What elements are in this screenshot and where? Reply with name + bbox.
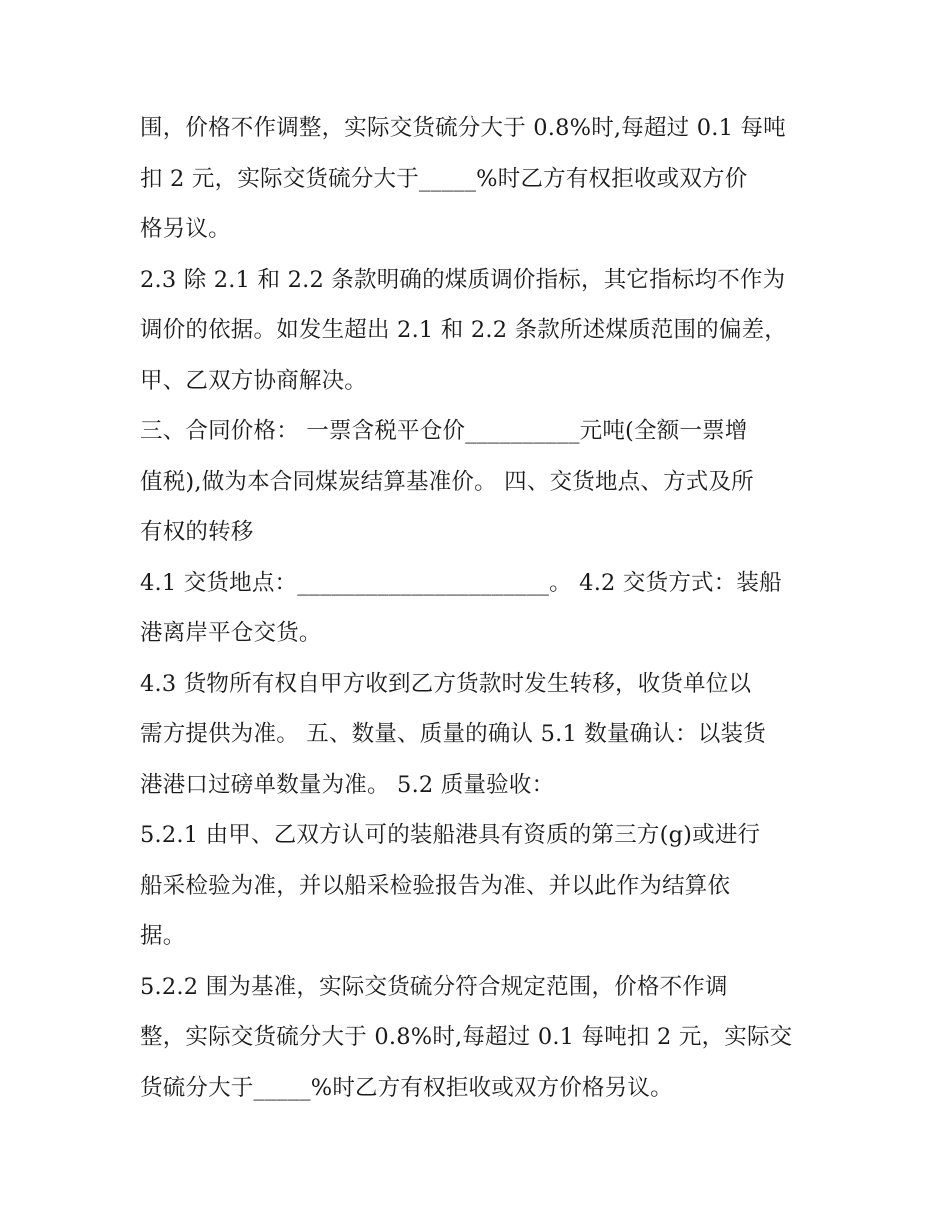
text-line: 据。: [140, 923, 186, 949]
text-line: 需方提供为准。 五、数量、质量的确认 5.1 数量确认：以装货: [140, 721, 766, 747]
text-line: 调价的依据。如发生超出 2.1 和 2.2 条款所述煤质范围的偏差，: [140, 317, 787, 343]
text-line: 甲、乙双方协商解决。: [140, 367, 368, 394]
text-line: 4.1 交货地点：______________________。 4.2 交货方式：装船: [140, 569, 782, 596]
text-line: 三、合同价格： 一票含税平仓价__________元吨(全额一票增: [140, 418, 748, 444]
text-line: 5.2.2 围为基准，实际交货硫分符合规定范围，价格不作调: [140, 973, 728, 1000]
text-line: 货硫分大于_____%时乙方有权拒收或双方价格另议。: [140, 1074, 673, 1101]
text-line: 围，价格不作调整，实际交货硫分大于 0.8%时,每超过 0.1 每吨: [140, 115, 786, 141]
text-line: 格另议。: [140, 216, 231, 242]
text-line: 整，实际交货硫分大于 0.8%时,每超过 0.1 每吨扣 2 元，实际交: [140, 1024, 793, 1050]
text-line: 扣 2 元，实际交货硫分大于_____%时乙方有权拒收或双方价: [140, 165, 748, 192]
text-line: 5.2.1 由甲、乙双方认可的装船港具有资质的第三方(g)或进行: [140, 822, 761, 848]
text-line: 2.3 除 2.1 和 2.2 条款明确的煤质调价指标，其它指标均不作为: [140, 266, 786, 293]
document-body: [140, 103, 820, 1113]
text-line: 值税),做为本合同煤炭结算基准价。 四、交货地点、方式及所: [140, 468, 754, 495]
text-line: 港离岸平仓交货。: [140, 620, 322, 646]
text-line: 港港口过磅单数量为准。 5.2 质量验收：: [140, 771, 555, 798]
text-line: 船采检验为准，并以船采检验报告为准、并以此作为结算依: [140, 872, 731, 899]
text-line: 有权的转移: [140, 519, 254, 545]
text-line: 4.3 货物所有权自甲方收到乙方货款时发生转移，收货单位以: [140, 670, 752, 697]
